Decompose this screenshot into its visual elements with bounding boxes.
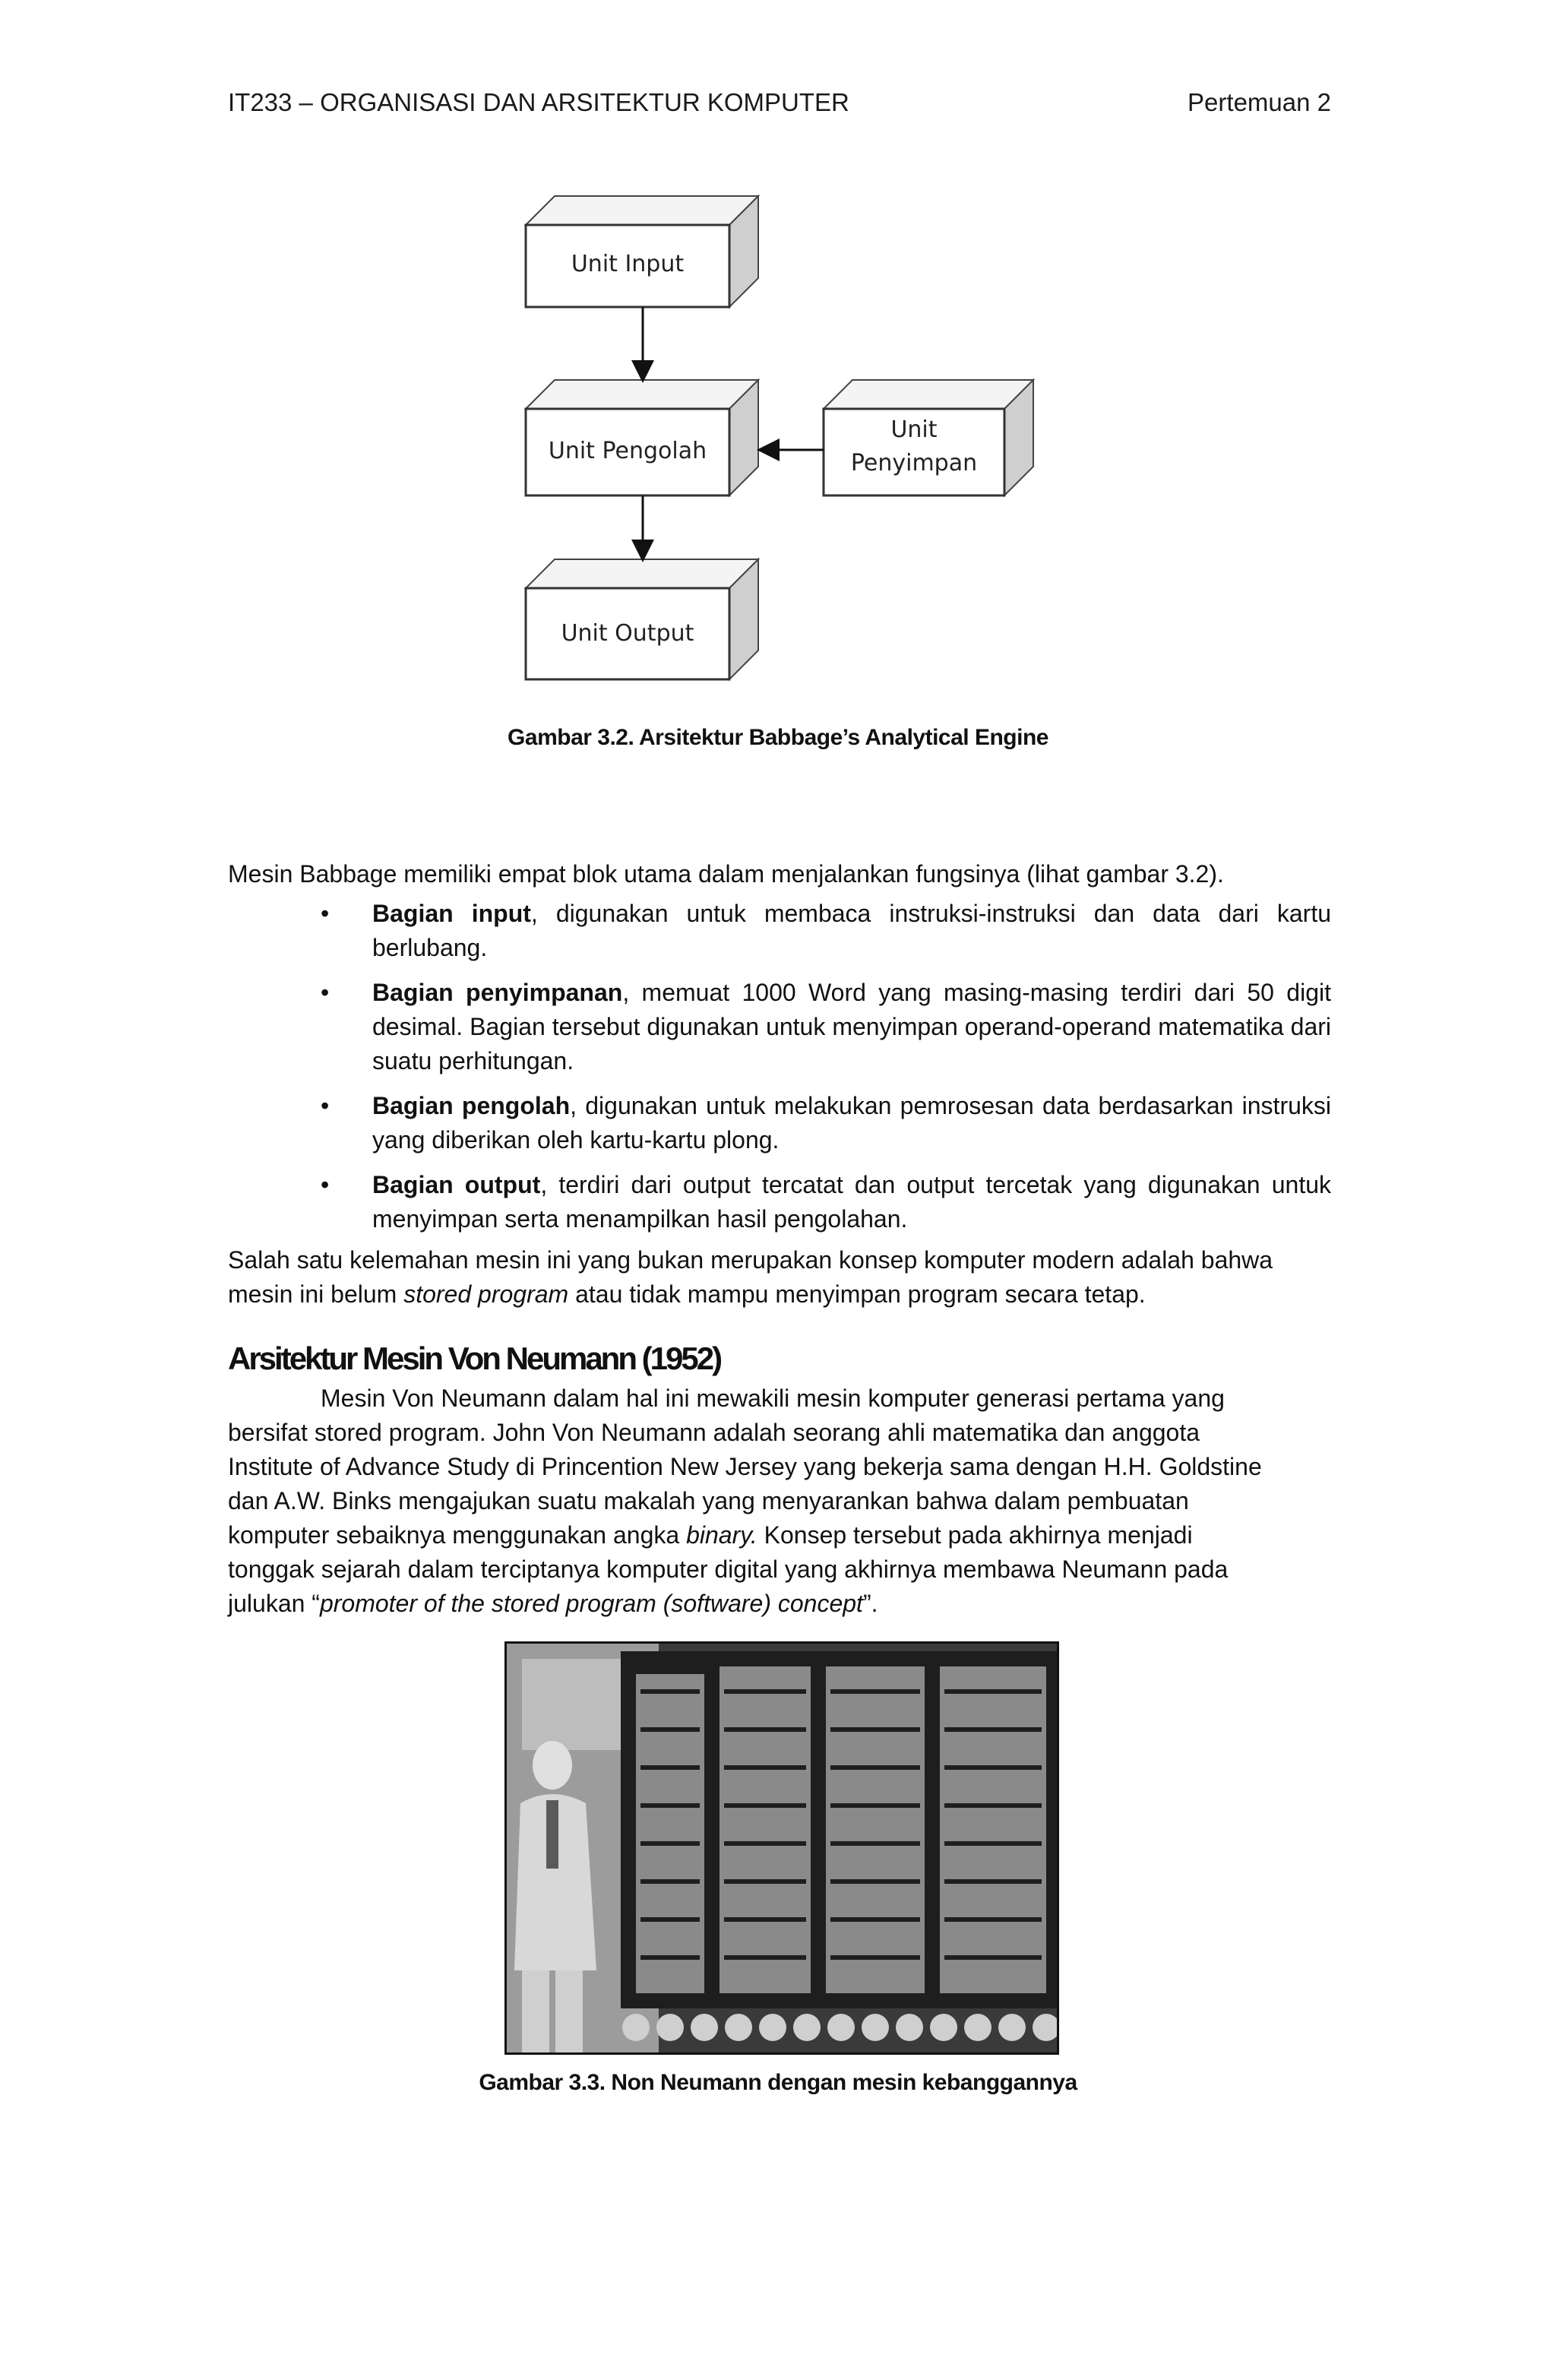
bullet-text: , digunakan untuk melakukan pemrosesan data berdasarkan instruksi yang diberikan oleh kartu-kartu plong.	[372, 1092, 1332, 1154]
bullet-term: Bagian output	[372, 1171, 541, 1198]
bullet-icon: •	[321, 1171, 330, 1198]
section-line-3: Institute of Advance Study di Princention New Jersey yang bekerja sama dengan H.H. Goldstine	[228, 1453, 1262, 1480]
bullet-text: , digunakan untuk membaca instruksi-instruksi dan data dari kartu berlubang.	[372, 900, 1332, 961]
bullet-text: , memuat 1000 Word yang masing-masing terdiri dari 50 digit desimal. Bagian tersebut digunakan untuk menyimpan operand-operand matematika dari suatu perhitungan.	[372, 979, 1332, 1074]
unit-input-label: Unit Input	[571, 251, 685, 277]
list-item	[228, 897, 1331, 965]
bullet-icon: •	[321, 1092, 330, 1119]
unit-penyimpan-label-line1: Unit	[890, 416, 938, 443]
weakness-paragraph	[228, 1243, 1331, 1312]
unit-penyimpan-label-line2: Penyimpan	[850, 450, 978, 476]
weakness-text-before: Salah satu kelemahan mesin ini yang bukan merupakan konsep komputer modern adalah bahwa mesin ini belum	[228, 1246, 1273, 1308]
bullet-term: Bagian penyimpanan	[372, 979, 623, 1006]
stored-program-quote: promoter of the stored program (software) concept	[319, 1590, 863, 1617]
section-heading: Arsitektur Mesin Von Neumann (1952)	[228, 1340, 721, 1376]
component-list	[228, 897, 1331, 1247]
meeting-label: Pertemuan 2	[1188, 88, 1331, 116]
bullet-icon: •	[321, 900, 330, 927]
section-line-4: dan A.W. Binks mengajukan suatu makalah yang menyarankan bahwa dalam pembuatan	[228, 1487, 1189, 1514]
binary-term: binary.	[686, 1521, 757, 1549]
list-item	[228, 1089, 1331, 1157]
course-title: IT233 – ORGANISASI DAN ARSITEKTUR KOMPUTER	[228, 88, 849, 116]
unit-output-label: Unit Output	[561, 620, 694, 647]
list-item	[228, 976, 1331, 1078]
weakness-text-after: atau tidak mampu menyimpan program secara tetap.	[568, 1280, 1146, 1308]
bullet-term: Bagian pengolah	[372, 1092, 571, 1119]
von-neumann-photo	[504, 1641, 1059, 2055]
bullet-text: , terdiri dari output tercatat dan output tercetak yang digunakan untuk menyimpan serta menampilkan hasil pengolahan.	[372, 1171, 1332, 1233]
photo-illustration	[507, 1644, 1057, 2052]
section-line-2: bersifat stored program. John Von Neumann adalah seorang ahli matematika dan anggota	[228, 1419, 1200, 1446]
figure-3-3-caption: Gambar 3.3. Non Neumann dengan mesin kebanggannya	[479, 2070, 1077, 2095]
section-line-7-a: julukan “	[228, 1590, 320, 1617]
bullet-icon: •	[321, 979, 330, 1006]
section-line-5-a: komputer sebaiknya menggunakan angka	[228, 1521, 687, 1549]
babbage-diagram	[0, 0, 1556, 699]
section-line-5-b: Konsep tersebut pada akhirnya menjadi	[757, 1521, 1193, 1549]
list-item	[228, 1168, 1331, 1236]
section-line-5	[228, 1518, 1331, 1552]
bullet-term: Bagian input	[372, 900, 531, 927]
section-line-7-b: ”.	[862, 1590, 878, 1617]
intro-paragraph: Mesin Babbage memiliki empat blok utama dalam menjalankan fungsinya (lihat gambar 3.2).	[228, 860, 1224, 888]
section-line-1: Mesin Von Neumann dalam hal ini mewakili mesin komputer generasi pertama yang	[321, 1385, 1225, 1412]
weakness-italic: stored program	[403, 1280, 569, 1308]
unit-pengolah-label: Unit Pengolah	[548, 438, 707, 464]
figure-3-2-caption: Gambar 3.2. Arsitektur Babbage’s Analytical Engine	[508, 725, 1048, 750]
section-line-7	[228, 1587, 1331, 1621]
section-line-6: tonggak sejarah dalam terciptanya komputer digital yang akhirnya membawa Neumann pada	[228, 1556, 1229, 1583]
